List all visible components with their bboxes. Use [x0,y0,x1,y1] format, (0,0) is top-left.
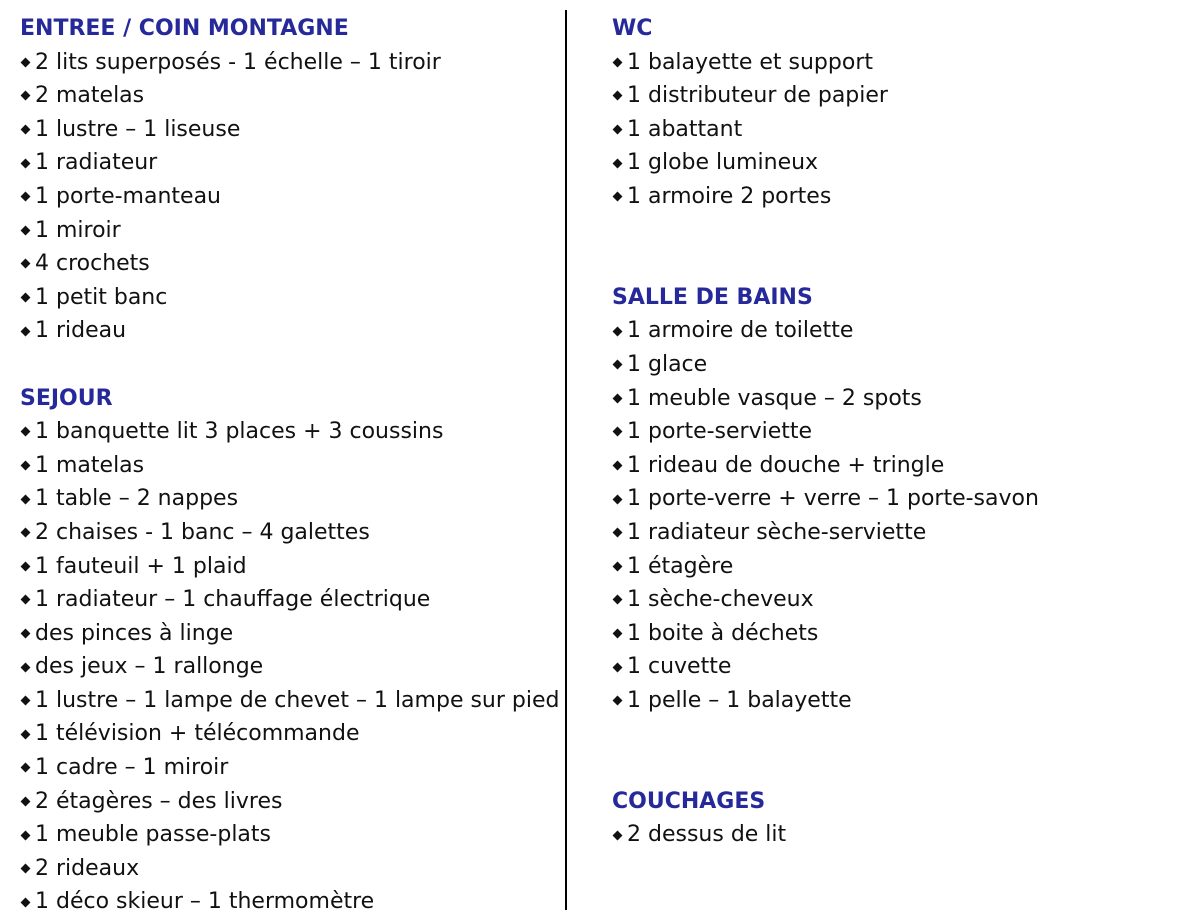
item-text: 1 lustre – 1 liseuse [35,116,241,142]
diamond-bullet-icon [21,259,31,269]
list-item [20,751,580,785]
diamond-bullet-icon [21,293,31,303]
list-item [612,650,1172,684]
section-title-sejour: SEJOUR [20,385,113,411]
section-title-wc: WC [612,16,653,41]
list-item [20,146,580,180]
item-text: 1 rideau de douche + tringle [627,452,945,478]
item-text: 1 matelas [35,452,145,478]
diamond-bullet-icon [613,360,623,370]
item-text: 1 banquette lit 3 places + 3 coussins [35,419,444,445]
list-item [20,550,580,584]
item-text: 1 abattant [627,116,743,142]
diamond-bullet-icon [613,57,623,67]
diamond-bullet-icon [21,461,31,471]
diamond-bullet-icon [613,461,623,471]
diamond-bullet-icon [21,763,31,773]
item-text: 1 table – 2 nappes [35,486,239,512]
diamond-bullet-icon [21,427,31,437]
list-item [20,46,580,80]
diamond-bullet-icon [21,662,31,672]
left-column [20,12,580,919]
list-item [20,482,580,516]
list-item [20,684,580,718]
list-item [612,113,1172,147]
list-item [20,516,580,550]
item-text: 1 armoire 2 portes [627,183,832,209]
item-text: 1 cuvette [627,654,732,680]
spacer [612,717,1172,784]
list-item [20,449,580,483]
list-item [612,146,1172,180]
section-sejour [20,382,580,919]
item-text: 1 déco skieur – 1 thermomètre [35,889,375,915]
diamond-bullet-icon [613,125,623,135]
list-item [20,617,580,651]
right-column [612,12,1172,852]
diamond-bullet-icon [21,830,31,840]
section-title-salle-de-bains: SALLE DE BAINS [612,284,813,310]
list-item [20,180,580,214]
diamond-bullet-icon [21,729,31,739]
diamond-bullet-icon [613,494,623,504]
item-text: 4 crochets [35,251,150,277]
item-text: 1 boite à déchets [627,620,819,646]
diamond-bullet-icon [21,897,31,907]
list-item [612,516,1172,550]
list-item [20,852,580,886]
list-item [20,314,580,348]
section-title-couchages: COUCHAGES [612,788,766,814]
item-text: 1 miroir [35,217,121,243]
list-item [20,247,580,281]
diamond-bullet-icon [613,629,623,639]
diamond-bullet-icon [613,528,623,538]
section-wc [612,12,1172,214]
list-item [20,415,580,449]
diamond-bullet-icon [21,629,31,639]
list-item [612,482,1172,516]
item-text: 1 porte-serviette [627,419,813,445]
item-text: 1 radiateur – 1 chauffage électrique [35,587,431,613]
list-item [612,415,1172,449]
item-text: 1 fauteuil + 1 plaid [35,553,247,579]
list-item [20,818,580,852]
diamond-bullet-icon [613,158,623,168]
section-couchages [612,785,1172,852]
diamond-bullet-icon [21,91,31,101]
list-item [612,348,1172,382]
diamond-bullet-icon [21,864,31,874]
list-item [612,550,1172,584]
diamond-bullet-icon [21,595,31,605]
section-title-entree: ENTREE / COIN MONTAGNE [20,16,349,41]
item-text: 2 lits superposés - 1 échelle – 1 tiroir [35,49,441,75]
diamond-bullet-icon [613,561,623,571]
item-text: 1 lustre – 1 lampe de chevet – 1 lampe sur pied [35,687,560,713]
list-item [612,79,1172,113]
item-text: 1 balayette et support [627,49,873,75]
diamond-bullet-icon [613,662,623,672]
list-item [20,885,580,919]
item-text: 2 matelas [35,83,145,109]
diamond-bullet-icon [21,696,31,706]
item-text: 1 meuble passe-plats [35,822,271,848]
diamond-bullet-icon [21,57,31,67]
list-item [612,684,1172,718]
diamond-bullet-icon [613,830,623,840]
item-text: 1 rideau [35,318,127,344]
item-text: 1 radiateur [35,150,158,176]
item-text: 1 petit banc [35,284,168,310]
item-text: 1 porte-manteau [35,183,222,209]
item-text: 1 étagère [627,553,734,579]
item-text: 1 pelle – 1 balayette [627,687,852,713]
diamond-bullet-icon [21,158,31,168]
diamond-bullet-icon [21,225,31,235]
diamond-bullet-icon [21,561,31,571]
item-text: 2 chaises - 1 banc – 4 galettes [35,519,370,545]
item-text: 1 sèche-cheveux [627,587,814,613]
diamond-bullet-icon [21,494,31,504]
list-item [20,79,580,113]
item-text: 1 globe lumineux [627,150,819,176]
diamond-bullet-icon [21,797,31,807]
item-text: 1 porte-verre + verre – 1 porte-savon [627,486,1039,512]
list-item [20,583,580,617]
list-item [20,650,580,684]
list-item [20,281,580,315]
item-text: des jeux – 1 rallonge [35,654,264,680]
diamond-bullet-icon [613,393,623,403]
list-item [20,214,580,248]
list-item [612,46,1172,80]
diamond-bullet-icon [613,595,623,605]
item-text: 1 armoire de toilette [627,318,854,344]
list-item [20,785,580,819]
list-item [20,113,580,147]
spacer [612,214,1172,281]
diamond-bullet-icon [613,427,623,437]
section-entree [20,12,580,348]
diamond-bullet-icon [21,192,31,202]
item-text: 1 glace [627,351,708,377]
item-text: 1 cadre – 1 miroir [35,755,229,781]
diamond-bullet-icon [613,192,623,202]
diamond-bullet-icon [613,91,623,101]
item-text: 2 rideaux [35,855,140,881]
section-salle-de-bains [612,281,1172,718]
list-item [612,180,1172,214]
item-text: 1 distributeur de papier [627,83,888,109]
item-text: 1 radiateur sèche-serviette [627,519,927,545]
item-text: 2 dessus de lit [627,822,787,848]
list-item [612,314,1172,348]
list-item [612,818,1172,852]
diamond-bullet-icon [613,326,623,336]
list-item [612,449,1172,483]
item-text: des pinces à linge [35,620,234,646]
list-item [612,617,1172,651]
diamond-bullet-icon [21,326,31,336]
item-text: 1 meuble vasque – 2 spots [627,385,922,411]
list-item [20,717,580,751]
diamond-bullet-icon [21,528,31,538]
list-item [612,382,1172,416]
diamond-bullet-icon [613,696,623,706]
item-text: 1 télévision + télécommande [35,721,360,747]
item-text: 2 étagères – des livres [35,788,283,814]
list-item [612,583,1172,617]
diamond-bullet-icon [21,125,31,135]
spacer [20,348,580,382]
